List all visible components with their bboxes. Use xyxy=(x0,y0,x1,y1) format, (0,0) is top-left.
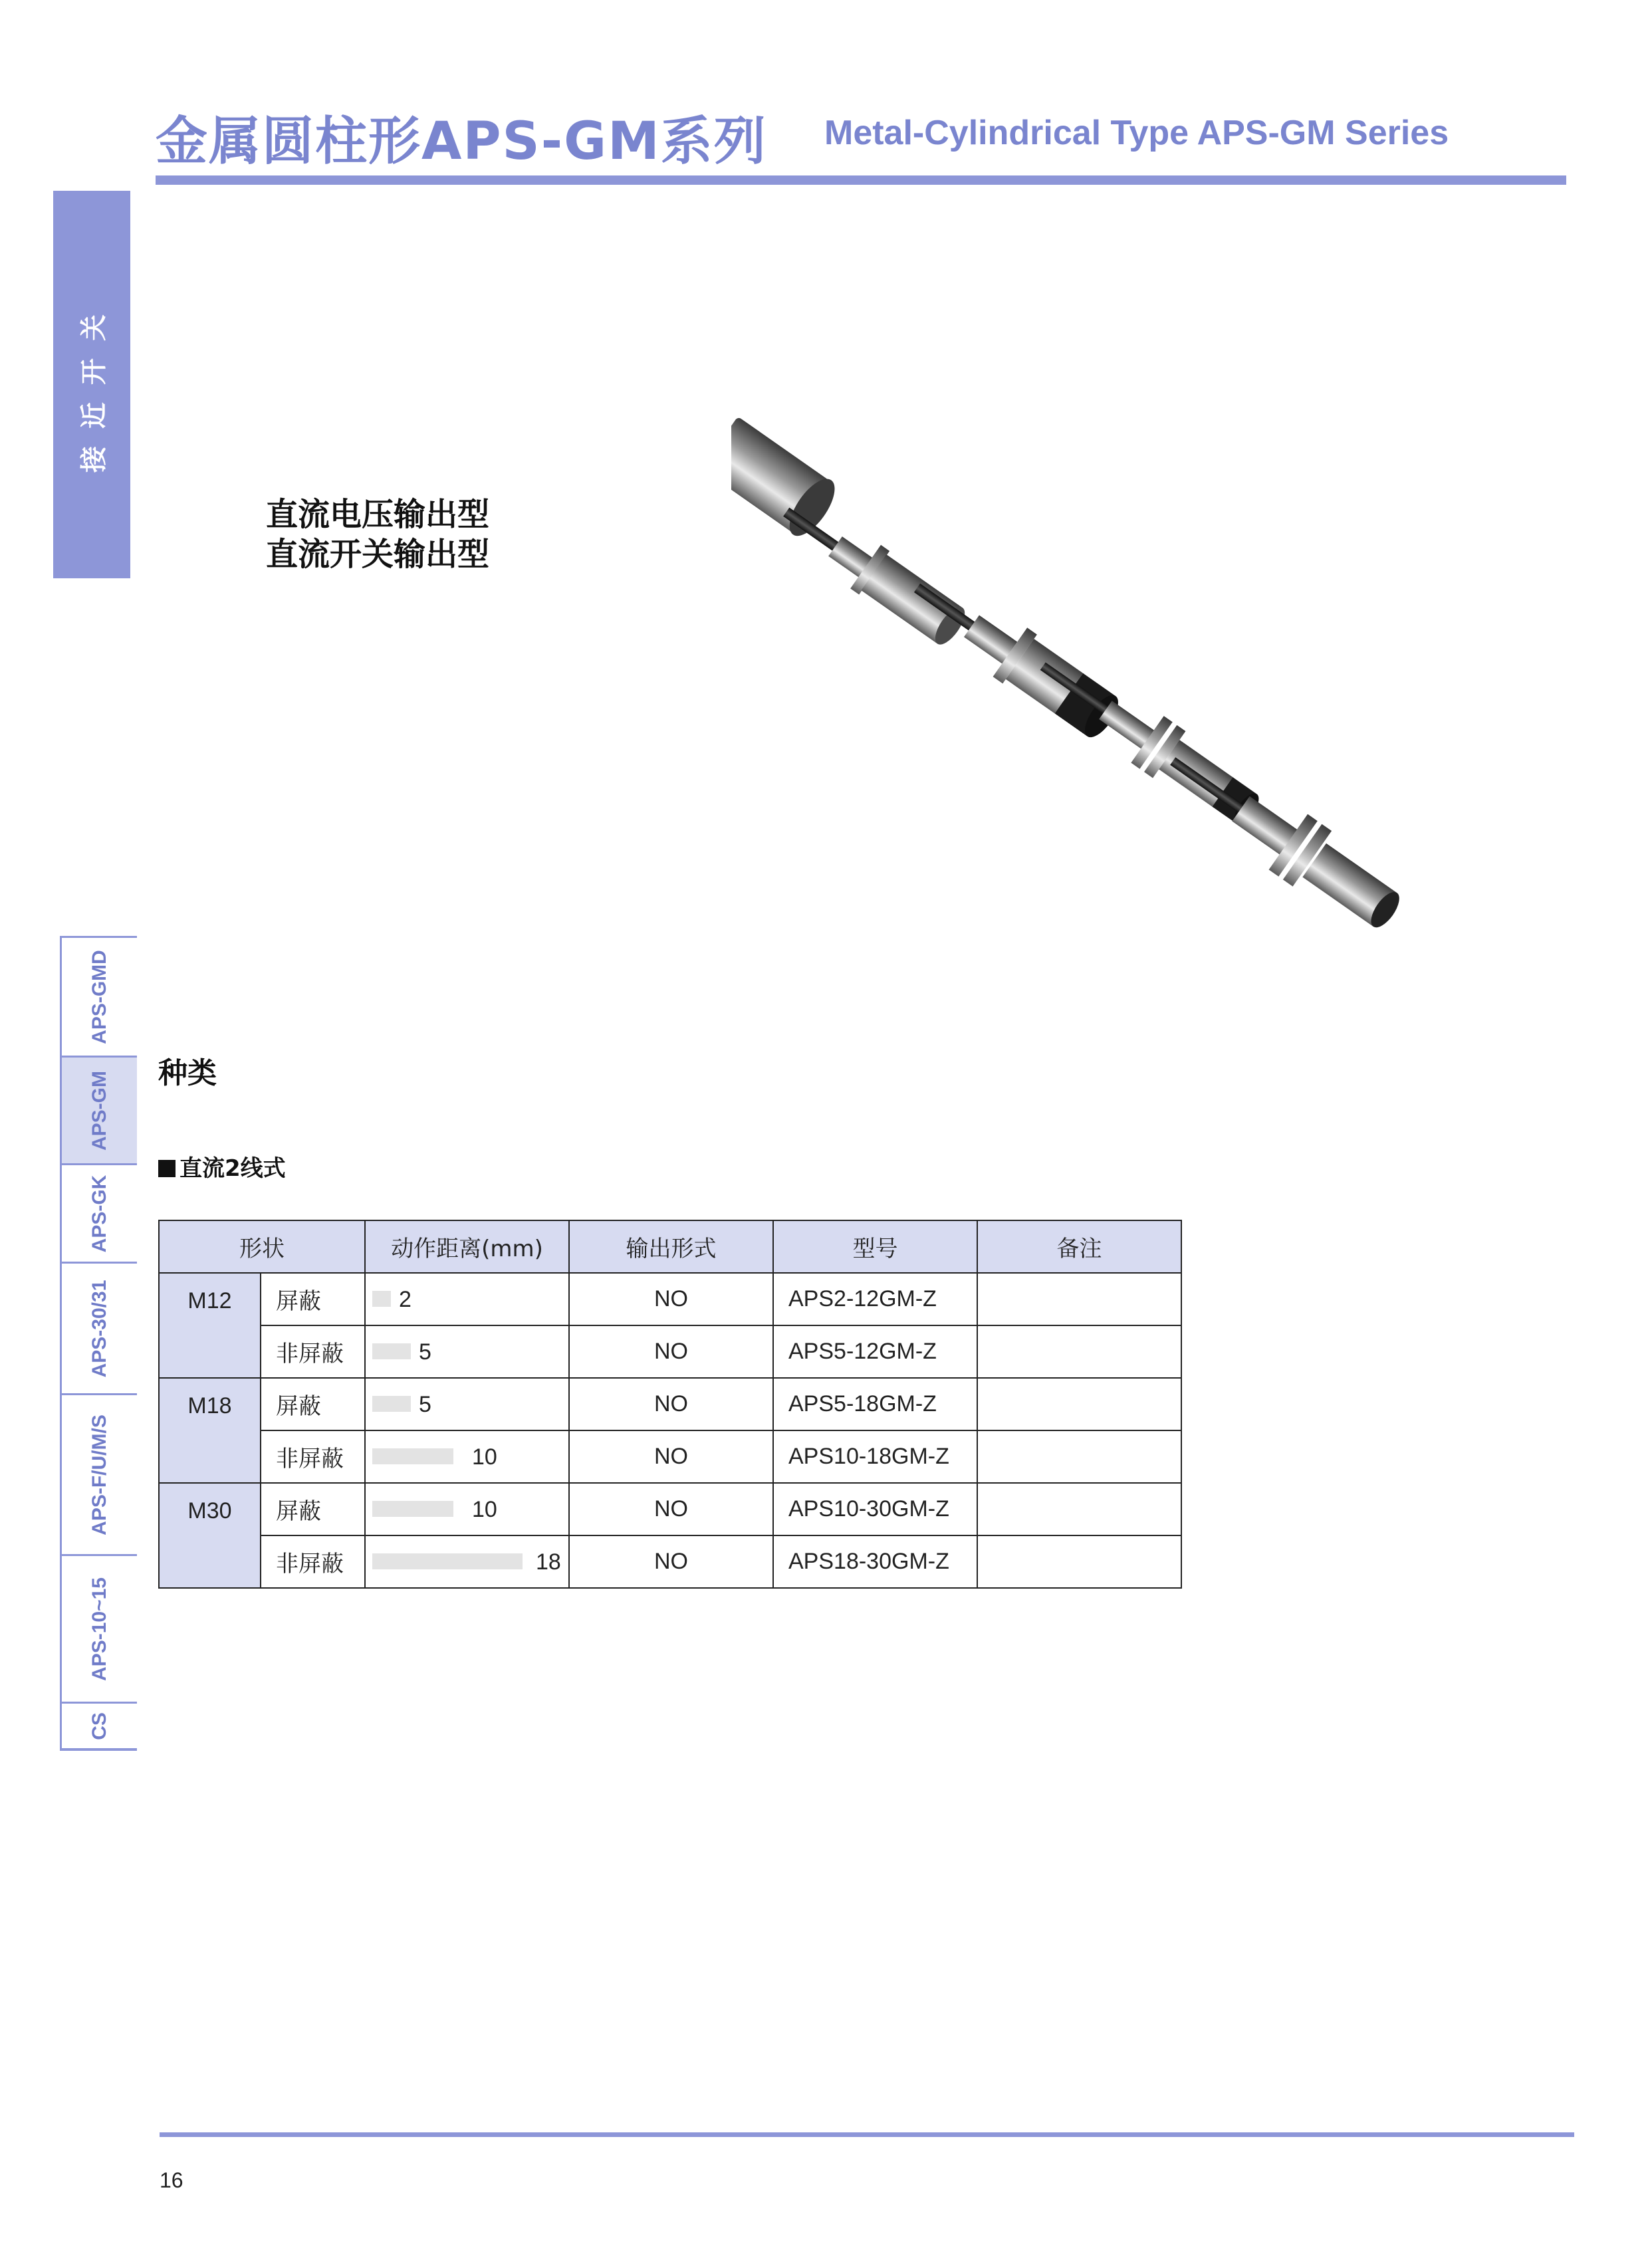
model-cell: APS10-18GM-Z xyxy=(773,1430,977,1483)
nav-tab-aps-30-31[interactable] xyxy=(60,1262,137,1393)
model-cell: APS5-18GM-Z xyxy=(773,1378,977,1430)
subsection-label: 直流2线式 xyxy=(179,1155,286,1182)
distance-cell xyxy=(365,1535,569,1588)
size-cell: M18 xyxy=(159,1378,261,1483)
nav-tab-label: APS-GM xyxy=(88,1070,110,1151)
nav-tab-label: CS xyxy=(88,1712,110,1740)
sensor-1 xyxy=(731,399,843,543)
page-number: 16 xyxy=(160,2168,183,2192)
nav-tab-label: APS-F/U/M/S xyxy=(88,1414,110,1535)
nav-bottom-rule xyxy=(60,1748,137,1751)
distance-bar xyxy=(372,1553,523,1569)
remarks-cell xyxy=(977,1378,1181,1430)
nav-tab-label: APS-GK xyxy=(88,1175,110,1252)
square-bullet-icon xyxy=(158,1160,176,1177)
types-table xyxy=(158,1220,1182,1589)
page-title-en: Metal-Cylindrical Type APS-GM Series xyxy=(824,114,1449,152)
nav-tab-label: APS-30/31 xyxy=(88,1280,110,1377)
header-rule xyxy=(156,175,1566,185)
model-cell: APS18-30GM-Z xyxy=(773,1535,977,1588)
nav-tab-label: APS-10~15 xyxy=(88,1577,110,1681)
table-header-row xyxy=(159,1220,1181,1273)
distance-cell xyxy=(365,1273,569,1325)
page-title-cn: 金属圆柱形APS-GM系列 xyxy=(156,112,767,171)
nav-tab-aps-f-u-m-s[interactable] xyxy=(60,1393,137,1554)
header-remarks: 备注 xyxy=(977,1220,1181,1273)
shield-cell: 非屏蔽 xyxy=(261,1535,365,1588)
shield-cell: 屏蔽 xyxy=(261,1483,365,1535)
distance-cell xyxy=(365,1378,569,1430)
header-distance: 动作距离(mm) xyxy=(365,1220,569,1273)
subtitle-line-1: 直流电压输出型 xyxy=(266,496,490,533)
distance-bar xyxy=(372,1291,391,1307)
model-cell: APS10-30GM-Z xyxy=(773,1483,977,1535)
model-cell: APS5-12GM-Z xyxy=(773,1325,977,1378)
header-output: 输出形式 xyxy=(569,1220,773,1273)
distance-value: 10 xyxy=(472,1497,497,1522)
distance-bar xyxy=(372,1501,453,1517)
table-row xyxy=(159,1325,1181,1378)
remarks-cell xyxy=(977,1535,1181,1588)
shield-cell: 屏蔽 xyxy=(261,1273,365,1325)
distance-value: 18 xyxy=(536,1549,561,1575)
nav-tab-cs[interactable] xyxy=(60,1702,137,1748)
nav-tab-aps-gk[interactable] xyxy=(60,1163,137,1262)
nav-tab-aps-10-15[interactable] xyxy=(60,1554,137,1702)
distance-cell xyxy=(365,1483,569,1535)
output-cell: NO xyxy=(569,1483,773,1535)
output-cell: NO xyxy=(569,1273,773,1325)
distance-cell xyxy=(365,1430,569,1483)
side-category-tab xyxy=(53,191,130,578)
header-shape: 形状 xyxy=(159,1220,365,1273)
output-cell: NO xyxy=(569,1535,773,1588)
distance-cell xyxy=(365,1325,569,1378)
remarks-cell xyxy=(977,1430,1181,1483)
header-model: 型号 xyxy=(773,1220,977,1273)
output-cell: NO xyxy=(569,1430,773,1483)
section-title: 种类 xyxy=(158,1056,217,1090)
distance-value: 5 xyxy=(419,1392,431,1417)
product-photo xyxy=(731,399,1496,997)
nav-tab-aps-gmd[interactable] xyxy=(60,936,137,1056)
remarks-cell xyxy=(977,1273,1181,1325)
nav-tab-aps-gm[interactable] xyxy=(60,1056,137,1163)
shield-cell: 非屏蔽 xyxy=(261,1430,365,1483)
side-category-label: 接近开关 xyxy=(78,296,110,473)
table-row xyxy=(159,1483,1181,1535)
table-row xyxy=(159,1535,1181,1588)
remarks-cell xyxy=(977,1483,1181,1535)
table-row xyxy=(159,1430,1181,1483)
product-subtitle xyxy=(266,495,489,574)
shield-cell: 屏蔽 xyxy=(261,1378,365,1430)
distance-value: 2 xyxy=(399,1287,412,1312)
shield-cell: 非屏蔽 xyxy=(261,1325,365,1378)
subsection-title xyxy=(158,1150,286,1182)
series-nav xyxy=(60,936,137,1751)
footer-rule xyxy=(160,2132,1574,2137)
nav-tab-label: APS-GMD xyxy=(88,949,110,1044)
distance-value: 10 xyxy=(472,1444,497,1470)
size-cell: M30 xyxy=(159,1483,261,1588)
table-row xyxy=(159,1378,1181,1430)
distance-bar xyxy=(372,1343,411,1359)
distance-bar xyxy=(372,1396,411,1412)
model-cell: APS2-12GM-Z xyxy=(773,1273,977,1325)
distance-bar xyxy=(372,1448,453,1464)
distance-value: 5 xyxy=(419,1339,431,1365)
remarks-cell xyxy=(977,1325,1181,1378)
size-cell: M12 xyxy=(159,1273,261,1378)
output-cell: NO xyxy=(569,1378,773,1430)
output-cell: NO xyxy=(569,1325,773,1378)
table-row xyxy=(159,1273,1181,1325)
subtitle-line-2: 直流开关输出型 xyxy=(266,536,490,573)
